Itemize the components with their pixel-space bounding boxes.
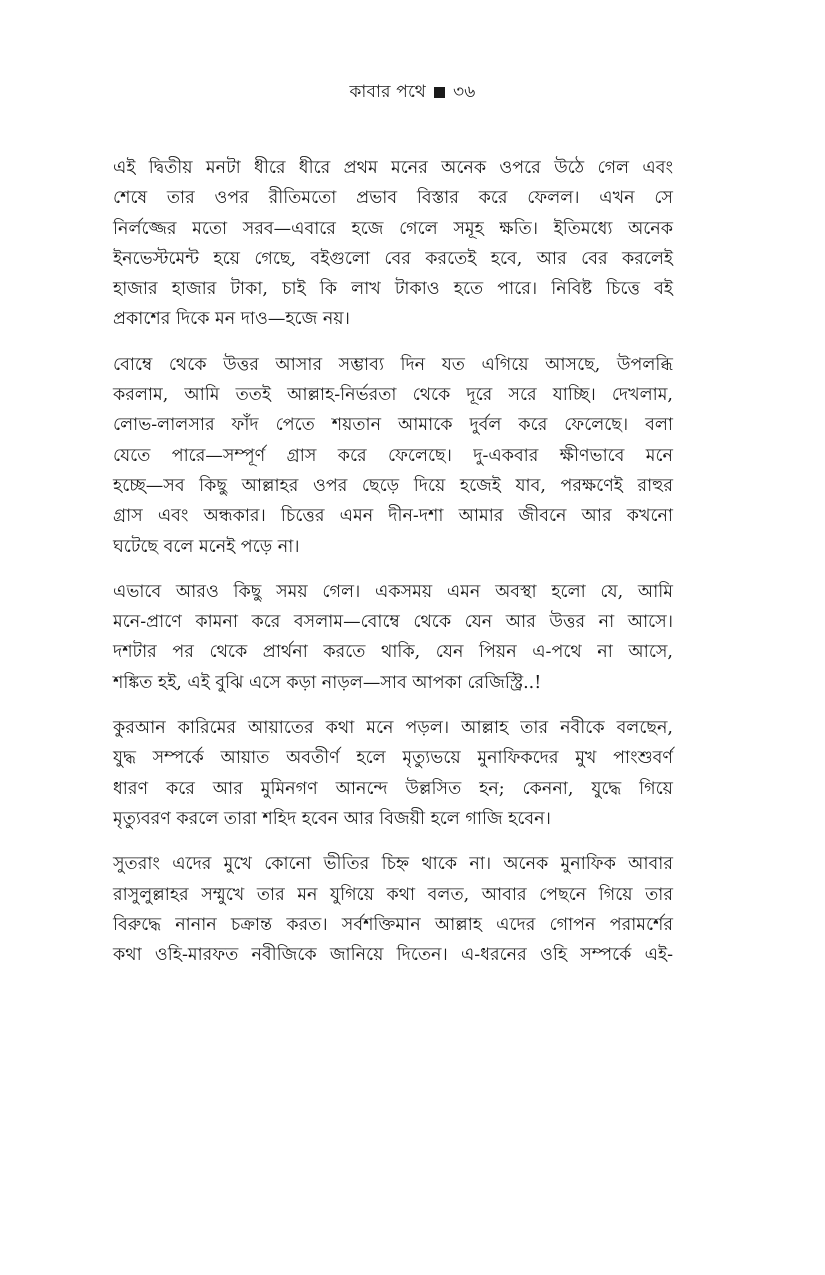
text-line: ইনভেস্টমেন্ট হয়ে গেছে, বইগুলো বের করতেই হবে, আর বের করলেই <box>113 248 673 269</box>
paragraph-5 <box>113 849 673 970</box>
text-line: ঘটেছে বলে মনেই পড়ে না। <box>113 536 300 557</box>
square-bullet-icon <box>434 87 445 98</box>
text-line: শঙ্কিত হই, এই বুঝি এসে কড়া নাড়ল—সাব আপকা রেজিস্ট্রি..! <box>113 672 542 693</box>
book-title: কাবার পথে <box>349 82 427 102</box>
text-line: মনে-প্রাণে কামনা করে বসলাম—বোম্বে থেকে যেন আর উত্তর না আসে। <box>113 612 673 633</box>
page-number: ৩৬ <box>453 82 476 102</box>
text-line: হাজার হাজার টাকা, চাই কি লাখ টাকাও হতে পারে। নিবিষ্ট চিত্তে বই <box>113 279 673 300</box>
text-line: ধারণ করে আর মুমিনগণ আনন্দে উল্লসিত হন; কেননা, যুদ্ধে গিয়ে <box>113 778 673 799</box>
paragraph-4 <box>113 713 673 834</box>
text-line: কথা ওহি-মারফত নবীজিকে জানিয়ে দিতেন। এ-ধরনের ওহি সম্পর্কে এই- <box>113 945 673 966</box>
text-line: যেতে পারে—সম্পূর্ণ গ্রাস করে ফেলেছে। দু-একবার ক্ষীণভাবে মনে <box>113 445 673 466</box>
text-line: বিরুদ্ধে নানান চক্রান্ত করত। সর্বশক্তিমান আল্লাহ এদের গোপন পরামর্শের <box>113 914 673 935</box>
text-line: রাসুলুল্লাহর সম্মুখে তার মন যুগিয়ে কথা বলত, আবার পেছনে গিয়ে তার <box>113 884 673 905</box>
text-line: হচ্ছে—সব কিছু আল্লাহর ওপর ছেড়ে দিয়ে হজেই যাব, পরক্ষণেই রাহুর <box>113 475 673 496</box>
text-line: দশটার পর থেকে প্রার্থনা করতে থাকি, যেন পিয়ন এ-পথে না আসে, <box>113 642 673 663</box>
paragraph-1 <box>113 153 673 335</box>
text-line: এই দ্বিতীয় মনটা ধীরে ধীরে প্রথম মনের অনেক ওপরে উঠে গেল এবং <box>113 158 673 178</box>
text-line: নির্লজ্জের মতো সরব—এবারে হজে গেলে সমূহ ক্ষতি। ইতিমধ্যে অনেক <box>113 218 673 239</box>
paragraph-3 <box>113 577 673 698</box>
body-text <box>113 153 673 985</box>
text-line: কুরআন কারিমের আয়াতের কথা মনে পড়ল। আল্লাহ তার নবীকে বলছেন, <box>113 718 673 739</box>
text-line: মৃত্যুবরণ করলে তারা শহিদ হবেন আর বিজয়ী হলে গাজি হবেন। <box>113 808 551 829</box>
text-line: করলাম, আমি ততই আল্লাহ-নির্ভরতা থেকে দূরে সরে যাচ্ছি। দেখলাম, <box>113 385 673 406</box>
text-line: বোম্বে থেকে উত্তর আসার সম্ভাব্য দিন যত এগিয়ে আসছে, উপলব্ধি <box>113 354 673 375</box>
running-header <box>0 78 825 106</box>
text-line: গ্রাস এবং অন্ধকার। চিত্তের এমন দীন-দশা আমার জীবনে আর কখনো <box>113 506 673 527</box>
text-line: শেষে তার ওপর রীতিমতো প্রভাব বিস্তার করে ফেলল। এখন সে <box>113 188 673 209</box>
text-line: সুতরাং এদের মুখে কোনো ভীতির চিহ্ন থাকে না। অনেক মুনাফিক আবার <box>113 854 673 875</box>
text-line: এভাবে আরও কিছু সময় গেল। একসময় এমন অবস্থা হলো যে, আমি <box>113 581 673 602</box>
paragraph-2 <box>113 350 673 562</box>
text-line: যুদ্ধ সম্পর্কে আয়াত অবতীর্ণ হলে মৃত্যুভয়ে মুনাফিকদের মুখ পাংশুবর্ণ <box>113 748 673 769</box>
text-line: প্রকাশের দিকে মন দাও—হজে নয়। <box>113 309 350 330</box>
text-line: লোভ-লালসার ফাঁদ পেতে শয়তান আমাকে দুর্বল করে ফেলেছে। বলা <box>113 415 673 436</box>
